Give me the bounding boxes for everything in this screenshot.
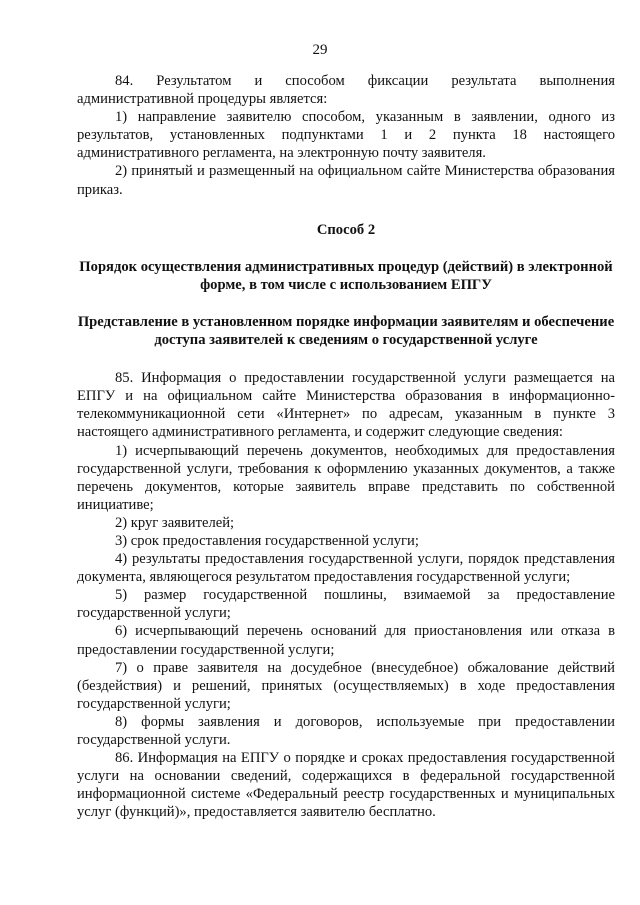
list-item-6: 6) исчерпывающий перечень оснований для приостановления или отказа в предоставлении государственной услуги; [77,623,615,658]
document-body [77,72,615,821]
heading-information: Представление в установленном порядке информации заявителям и обеспечение доступа заявителей к сведениям о государственной услуге [77,313,615,349]
page-number: 29 [312,42,328,58]
list-item-3: 3) срок предоставления государственной услуги; [115,532,419,549]
list-item-7: 7) о праве заявителя на досудебное (внесудебное) обжалование действий (бездействия) и решений, принятых (осуществляемых) в ходе предоставления государственной услуги; [77,659,615,712]
list-item-1: 1) исчерпывающий перечень документов, необходимых для предоставления государственной услуги, требования к оформлению указанных документов, а также перечень документов, которые заявитель вправе представить по собственной инициативе; [77,442,615,513]
paragraph-86: 86. Информация на ЕПГУ о порядке и сроках предоставления государственной услуги на основании сведений, содержащихся в федеральной государственной информационной системе «Федеральный реестр государственных и муниципальных услуг (функций)», предоставляется заявителю бесплатно. [77,750,615,821]
list-item-4: 4) результаты предоставления государственной услуги, порядок представления документа, являющегося результатом предоставления государственной услуги; [77,551,615,586]
list-item-8: 8) формы заявления и договоров, используемые при предоставлении государственной услуги. [77,713,615,748]
heading-procedure: Порядок осуществления административных процедур (действий) в электронной форме, в том числе с использованием ЕПГУ [79,258,613,293]
heading-method-2: Способ 2 [316,221,376,238]
paragraph-84-item-2: 2) принятый и размещенный на официальном сайте Министерства образования приказ. [77,163,615,198]
list-item-2: 2) круг заявителей; [115,514,235,531]
paragraph-84-item-1: 1) направление заявителю способом, указанным в заявлении, одного из результатов, установленных подпунктами 1 и 2 пункта 18 настоящего административного регламента, на электронную почту заявителя. [77,109,615,162]
paragraph-85: 85. Информация о предоставлении государственной услуги размещается на ЕПГУ и на официальном сайте Министерства образования в информационно-телекоммуникационной сети «Интернет» по адресам, указанным в пункте 3 настоящего административного регламента, и содержит следующие сведения: [77,370,615,441]
paragraph-84: 84. Результатом и способом фиксации результата выполнения административной процедуры является: [77,73,615,108]
list-item-5: 5) размер государственной пошлины, взимаемой за предоставление государственной услуги; [77,587,615,622]
